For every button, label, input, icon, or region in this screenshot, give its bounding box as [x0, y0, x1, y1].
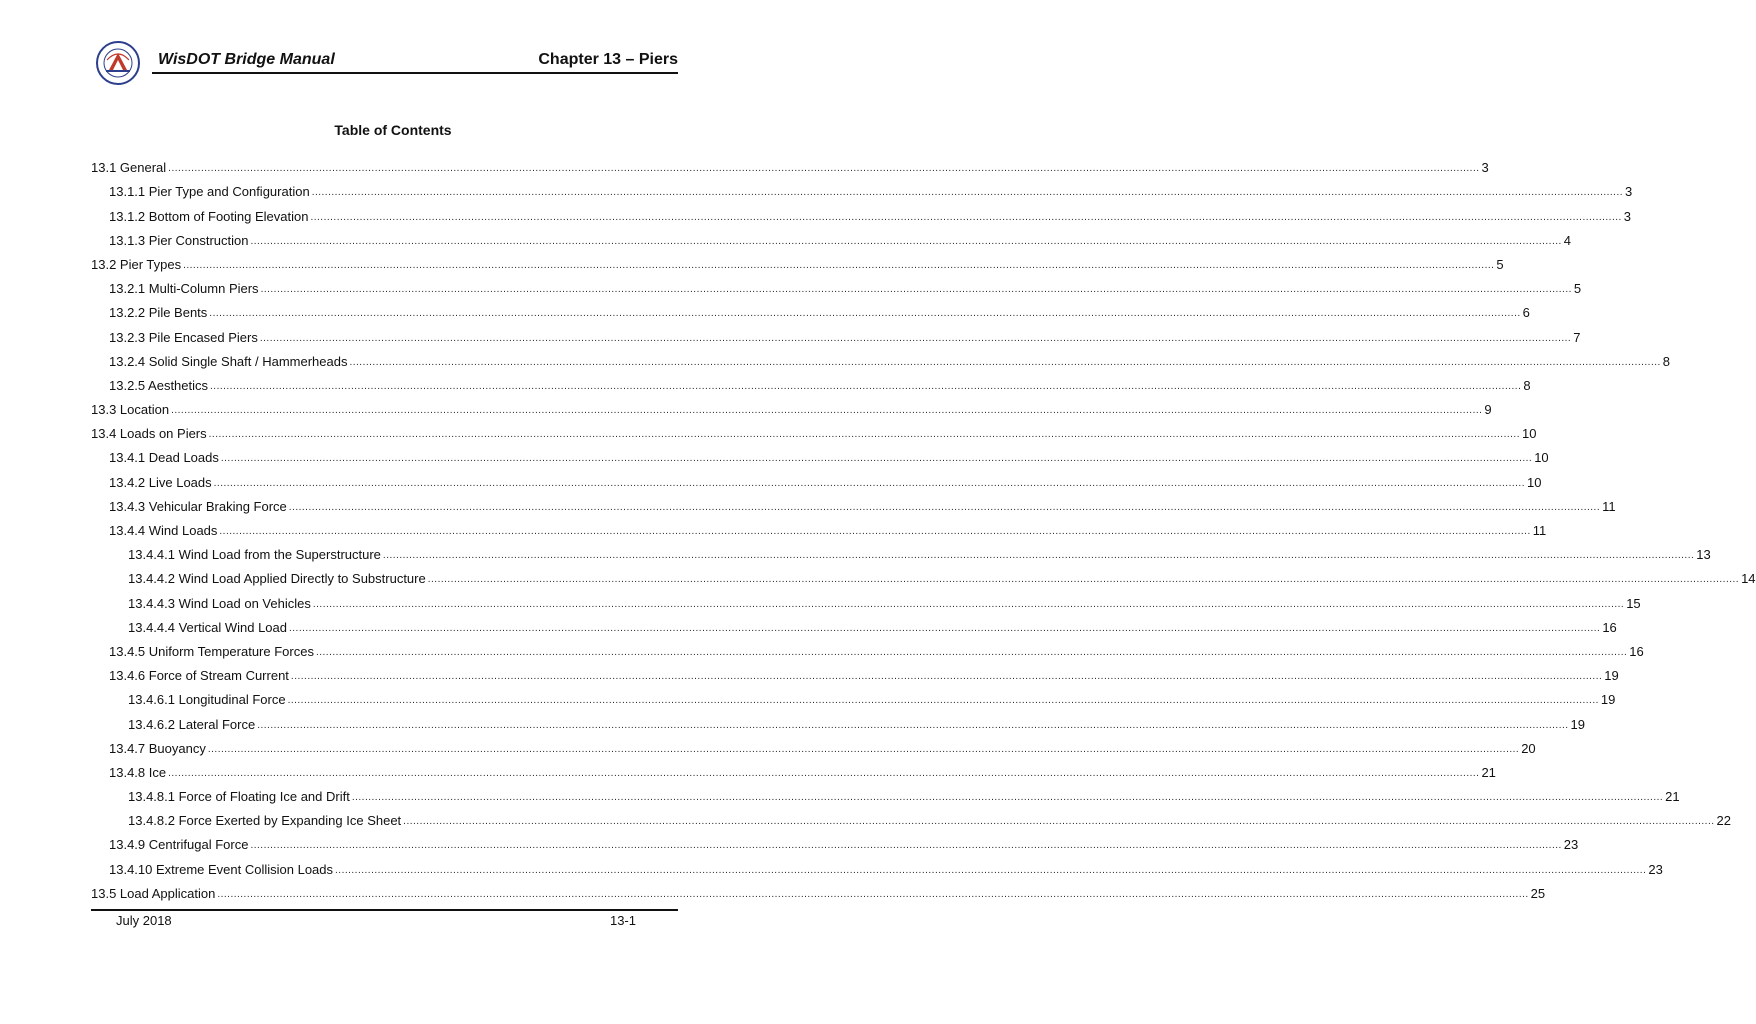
toc-entry[interactable]: [91, 780, 1680, 805]
toc-entry[interactable]: [91, 199, 1632, 224]
footer-date: July 2018: [116, 913, 172, 928]
toc-entry-label: 13.4.3 Vehicular Braking Force: [109, 498, 287, 514]
toc-entry-page: 3: [1481, 160, 1489, 176]
footer-divider: [91, 909, 678, 911]
toc-entry[interactable]: [91, 756, 1496, 780]
toc-entry-page: 10: [1526, 474, 1542, 490]
toc-entry[interactable]: [91, 296, 1530, 321]
toc-entry-label: 13.4.4 Wind Loads: [109, 523, 218, 538]
toc-entry-page: 23: [1563, 837, 1579, 853]
toc-leader-dots: ................................................................................................................................................................................................................................................................................................................................................................................................................: [207, 743, 1520, 755]
toc-leader-dots: ................................................................................................................................................................................................................................................................................................................................................................................................................: [168, 163, 1480, 175]
toc-leader-dots: ................................................................................................................................................................................................................................................................................................................................................................................................................: [220, 453, 1533, 465]
toc-entry-label: 13.4.8 Ice: [109, 764, 167, 780]
toc-entry-page: 5: [1496, 256, 1504, 272]
toc-entry-label: 13.3 Location: [91, 402, 170, 418]
toc-entry-label: 13.4.6.1 Longitudinal Force: [128, 692, 286, 708]
toc-entry-page: 19: [1600, 692, 1616, 708]
toc-entry-label: 13.4.8.2 Force Exerted by Expanding Ice Sheet: [128, 813, 402, 829]
toc-leader-dots: ................................................................................................................................................................................................................................................................................................................................................................................................................: [312, 598, 1625, 610]
toc-leader-dots: ................................................................................................................................................................................................................................................................................................................................................................................................................: [217, 888, 1529, 900]
toc-entry-label: 13.4.6.2 Lateral Force: [128, 716, 256, 732]
chapter-title: Chapter 13 – Piers: [538, 51, 678, 68]
toc-leader-dots: ................................................................................................................................................................................................................................................................................................................................................................................................................: [290, 671, 1603, 683]
toc-leader-dots: ................................................................................................................................................................................................................................................................................................................................................................................................................: [183, 259, 1495, 271]
toc-entry[interactable]: [91, 852, 1663, 877]
toc-entry-label: 13.4.4.3 Wind Load on Vehicles: [128, 595, 311, 611]
toc-leader-dots: ................................................................................................................................................................................................................................................................................................................................................................................................................: [260, 284, 1572, 296]
toc-entry[interactable]: [91, 611, 1617, 635]
toc-leader-dots: ................................................................................................................................................................................................................................................................................................................................................................................................................: [287, 695, 1599, 707]
toc-leader-dots: ................................................................................................................................................................................................................................................................................................................................................................................................................: [288, 501, 1601, 513]
toc-entry[interactable]: [91, 804, 1731, 829]
toc-entry-label: 13.4.2 Live Loads: [109, 474, 212, 490]
toc-entry-page: 16: [1629, 643, 1644, 659]
toc-entry-label: 13.4 Loads on Piers: [91, 426, 207, 442]
toc-leader-dots: ................................................................................................................................................................................................................................................................................................................................................................................................................: [210, 380, 1522, 392]
toc-entry-page: 6: [1522, 305, 1530, 321]
toc-entry[interactable]: [91, 272, 1582, 297]
toc-entry-page: 19: [1604, 668, 1619, 684]
toc-leader-dots: ................................................................................................................................................................................................................................................................................................................................................................................................................: [315, 646, 1628, 658]
toc-entry-page: 5: [1573, 281, 1582, 297]
toc-entry[interactable]: [91, 683, 1616, 708]
toc-entry-page: 14: [1741, 571, 1756, 587]
toc-entry-page: 21: [1481, 764, 1496, 780]
toc-leader-dots: ................................................................................................................................................................................................................................................................................................................................................................................................................: [168, 767, 1480, 779]
toc-entry-label: 13.4.7 Buoyancy: [109, 740, 206, 756]
toc-entry-label: 13.4.10 Extreme Event Collision Loads: [109, 861, 334, 877]
toc-entry-page: 3: [1625, 184, 1633, 200]
toc-leader-dots: ................................................................................................................................................................................................................................................................................................................................................................................................................: [209, 308, 1521, 320]
toc-leader-dots: ................................................................................................................................................................................................................................................................................................................................................................................................................: [403, 816, 1715, 828]
toc-entry-label: 13.4.9 Centrifugal Force: [109, 837, 249, 853]
toc-heading: Table of Contents: [334, 122, 452, 138]
toc-entry-page: 8: [1523, 377, 1531, 393]
toc-entry-label: 13.1 General: [91, 160, 167, 176]
toc-entry-page: 15: [1626, 595, 1641, 611]
toc-entry[interactable]: [91, 635, 1644, 659]
toc-entry[interactable]: [91, 151, 1489, 176]
toc-entry-label: 13.4.6 Force of Stream Current: [109, 668, 289, 684]
toc-entry-page: 22: [1716, 813, 1731, 829]
manual-title: WisDOT Bridge Manual: [158, 51, 335, 68]
toc-entry[interactable]: [91, 586, 1641, 611]
toc-entry-page: 3: [1623, 208, 1632, 224]
toc-leader-dots: ................................................................................................................................................................................................................................................................................................................................................................................................................: [257, 719, 1569, 731]
toc-leader-dots: ................................................................................................................................................................................................................................................................................................................................................................................................................: [335, 864, 1647, 876]
toc-leader-dots: ................................................................................................................................................................................................................................................................................................................................................................................................................: [382, 550, 1695, 562]
toc-entry-label: 13.4.5 Uniform Temperature Forces: [109, 643, 314, 659]
toc-leader-dots: ................................................................................................................................................................................................................................................................................................................................................................................................................: [289, 622, 1601, 634]
toc-entry-page: 25: [1530, 885, 1546, 901]
table-of-contents: [91, 151, 1756, 901]
toc-entry[interactable]: [91, 659, 1619, 684]
toc-entry-label: 13.4.1 Dead Loads: [109, 450, 219, 466]
toc-entry-label: 13.4.4.4 Vertical Wind Load: [128, 619, 287, 635]
wisdot-seal-icon: [95, 40, 141, 86]
toc-leader-dots: ................................................................................................................................................................................................................................................................................................................................................................................................................: [349, 356, 1661, 368]
toc-entry-label: 13.2.4 Solid Single Shaft / Hammerheads: [109, 353, 348, 369]
footer-page-number: 13-1: [609, 913, 636, 928]
toc-leader-dots: ................................................................................................................................................................................................................................................................................................................................................................................................................: [171, 405, 1483, 417]
toc-entry-label: 13.5 Load Application: [91, 885, 216, 901]
toc-entry-page: 20: [1521, 740, 1536, 756]
toc-entry-page: 19: [1570, 716, 1585, 732]
toc-entry-label: 13.1.1 Pier Type and Configuration: [109, 184, 310, 200]
toc-entry-label: 13.2 Pier Types: [91, 256, 182, 272]
toc-entry[interactable]: [91, 417, 1537, 442]
toc-entry[interactable]: [91, 562, 1756, 587]
toc-entry[interactable]: [91, 538, 1711, 563]
header-divider: [152, 72, 678, 74]
toc-entry-label: 13.2.1 Multi-Column Piers: [109, 281, 259, 297]
toc-entry-page: 9: [1484, 402, 1492, 418]
toc-entry-page: 10: [1521, 426, 1537, 442]
toc-entry[interactable]: [91, 441, 1549, 466]
toc-leader-dots: ................................................................................................................................................................................................................................................................................................................................................................................................................: [427, 574, 1740, 586]
toc-entry[interactable]: [91, 490, 1616, 514]
toc-entry[interactable]: [91, 514, 1547, 538]
toc-entry[interactable]: [91, 393, 1492, 418]
toc-entry-label: 13.2.2 Pile Bents: [109, 305, 208, 321]
toc-entry[interactable]: [91, 345, 1671, 369]
toc-entry[interactable]: [91, 175, 1633, 200]
toc-entry[interactable]: [91, 828, 1579, 853]
toc-entry-page: 21: [1665, 789, 1680, 805]
toc-entry[interactable]: [91, 248, 1504, 272]
toc-entry-page: 10: [1534, 450, 1549, 466]
toc-entry-page: 23: [1648, 861, 1663, 877]
toc-leader-dots: ................................................................................................................................................................................................................................................................................................................................................................................................................: [311, 187, 1624, 199]
toc-entry-label: 13.4.8.1 Force of Floating Ice and Drift: [128, 789, 350, 805]
toc-entry-label: 13.2.5 Aesthetics: [109, 377, 209, 393]
toc-entry[interactable]: [91, 224, 1572, 248]
toc-entry-page: 11: [1602, 498, 1616, 514]
toc-entry[interactable]: [91, 369, 1531, 393]
toc-entry-page: 8: [1662, 353, 1671, 369]
toc-leader-dots: ................................................................................................................................................................................................................................................................................................................................................................................................................: [351, 792, 1664, 804]
toc-entry-page: 4: [1563, 232, 1572, 248]
toc-entry-label: 13.1.2 Bottom of Footing Elevation: [109, 208, 309, 224]
toc-entry[interactable]: [91, 877, 1546, 901]
toc-entry-page: 16: [1602, 619, 1617, 635]
toc-leader-dots: ................................................................................................................................................................................................................................................................................................................................................................................................................: [250, 235, 1562, 247]
toc-entry-page: 11: [1532, 523, 1547, 538]
toc-entry-label: 13.2.3 Pile Encased Piers: [109, 329, 258, 345]
toc-entry-label: 13.4.4.2 Wind Load Applied Directly to Substructure: [128, 571, 426, 587]
toc-entry-label: 13.4.4.1 Wind Load from the Superstructure: [128, 547, 381, 563]
toc-entry[interactable]: [91, 320, 1581, 345]
toc-entry[interactable]: [91, 732, 1536, 756]
toc-leader-dots: ................................................................................................................................................................................................................................................................................................................................................................................................................: [219, 526, 1531, 537]
toc-leader-dots: ................................................................................................................................................................................................................................................................................................................................................................................................................: [250, 840, 1562, 852]
toc-entry-page: 7: [1573, 329, 1581, 345]
toc-leader-dots: ................................................................................................................................................................................................................................................................................................................................................................................................................: [208, 429, 1520, 441]
toc-entry-label: 13.1.3 Pier Construction: [109, 232, 249, 248]
toc-leader-dots: ................................................................................................................................................................................................................................................................................................................................................................................................................: [213, 477, 1525, 489]
toc-leader-dots: ................................................................................................................................................................................................................................................................................................................................................................................................................: [259, 332, 1572, 344]
toc-entry[interactable]: [91, 465, 1542, 490]
toc-entry[interactable]: [91, 707, 1585, 732]
toc-entry-page: 13: [1696, 547, 1711, 563]
toc-leader-dots: ................................................................................................................................................................................................................................................................................................................................................................................................................: [310, 211, 1622, 223]
